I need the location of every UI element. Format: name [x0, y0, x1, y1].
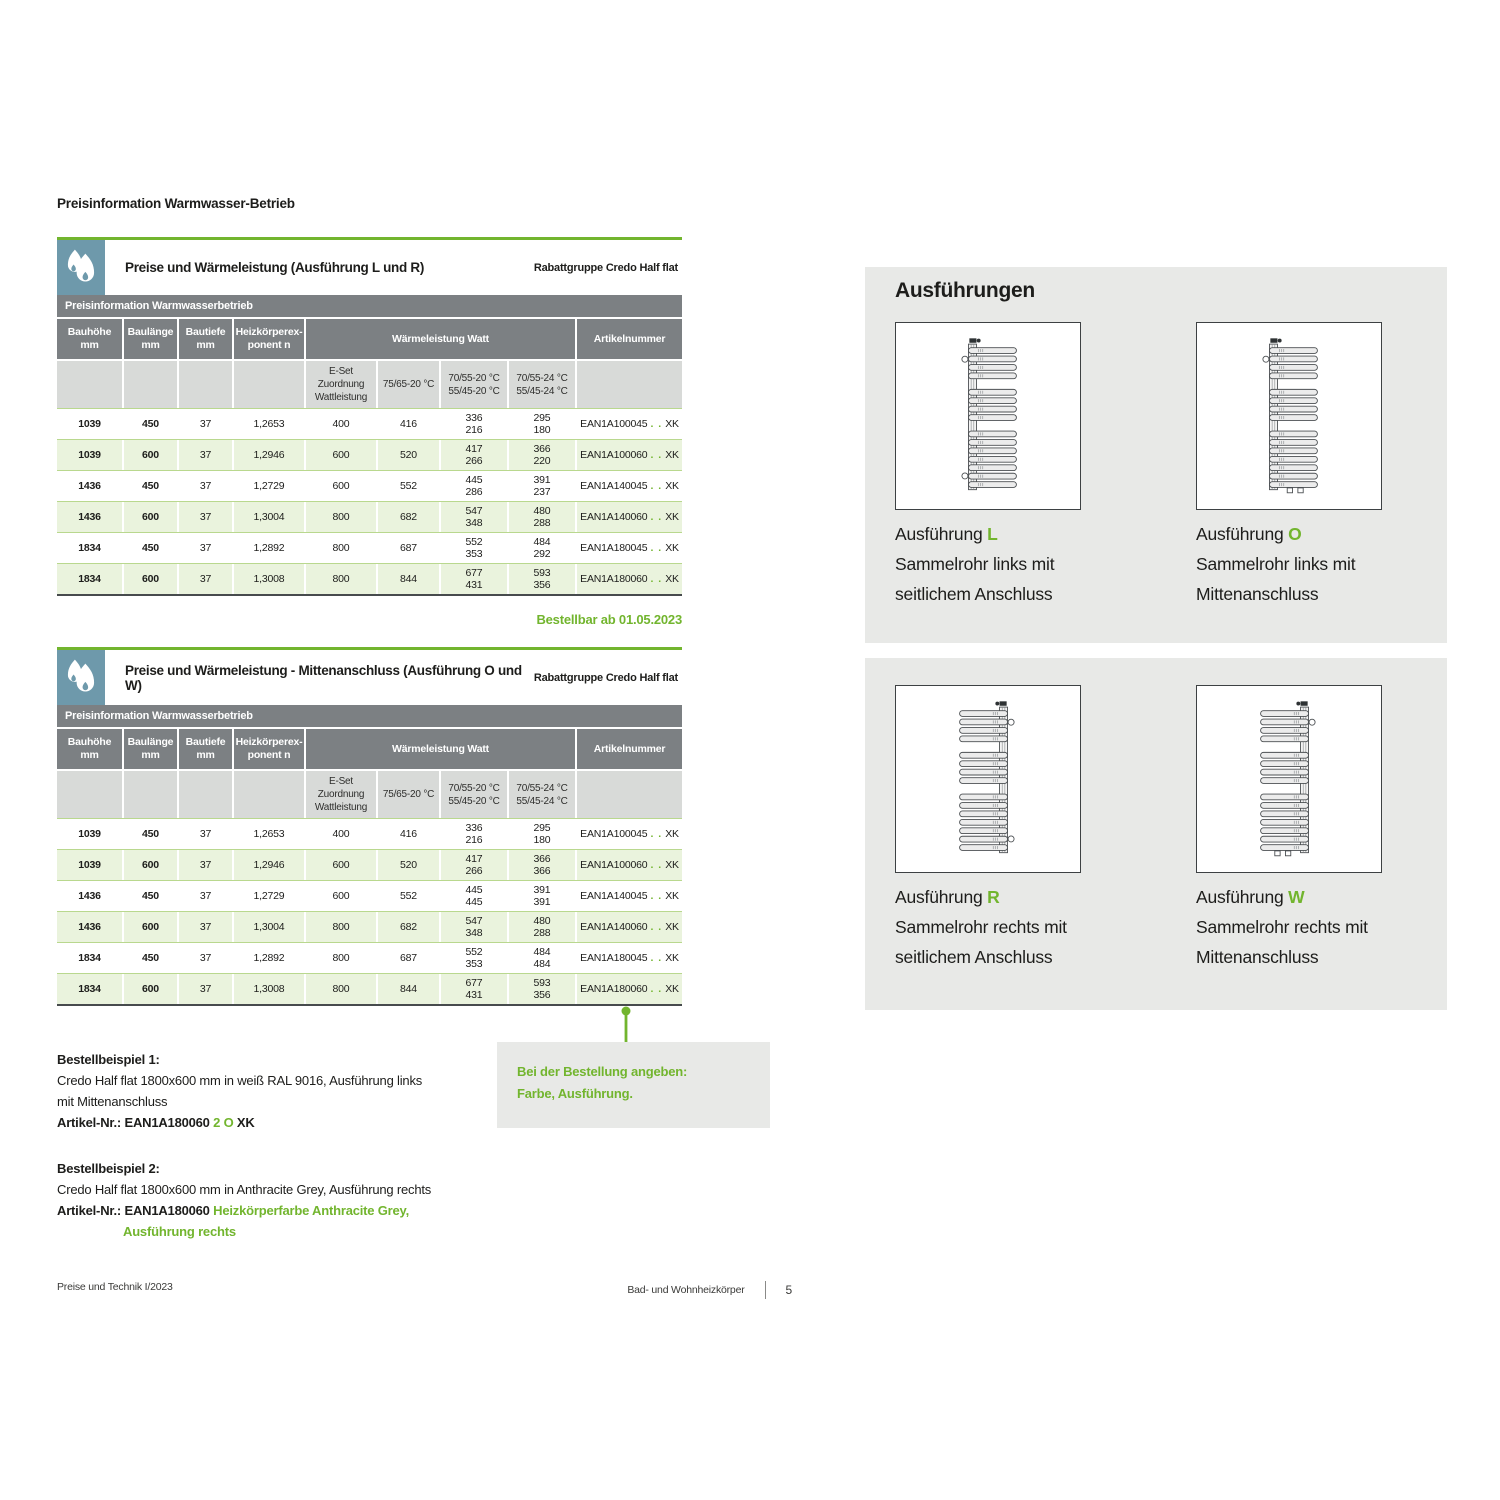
column-header: Baulänge mm — [124, 729, 177, 769]
table-row — [57, 532, 682, 563]
cell-bauhoehe: 1039 — [57, 440, 122, 470]
example-artikel: Artikel-Nr.: EAN1A180060 2 O XK — [57, 1115, 255, 1130]
sub-header-row — [57, 771, 682, 818]
version-desc: Mittenanschluss — [1196, 947, 1319, 967]
cell-artikelnummer: EAN1A140045 . . XK — [577, 881, 682, 911]
cell-7565: 416 — [378, 409, 439, 439]
table-row — [57, 563, 682, 594]
version-card-l — [895, 322, 1145, 609]
version-code: L — [987, 524, 998, 544]
example-heading: Bestellbeispiel 2: — [57, 1161, 160, 1176]
column-header-row — [57, 729, 682, 769]
sub-header-empty — [234, 771, 304, 818]
footer-divider — [765, 1281, 766, 1299]
radiator-diagram-o — [1247, 337, 1331, 495]
cell-7055-24: 295 180 — [509, 409, 575, 439]
cell-exponent: 1,2729 — [234, 471, 304, 501]
version-card-w — [1196, 685, 1446, 972]
cell-bautiefe: 37 — [179, 943, 232, 973]
cell-baulaenge: 600 — [124, 502, 177, 532]
cell-7055-24: 366 366 — [509, 850, 575, 880]
cell-bautiefe: 37 — [179, 533, 232, 563]
cell-bautiefe: 37 — [179, 850, 232, 880]
cell-bauhoehe: 1834 — [57, 943, 122, 973]
cell-bautiefe: 37 — [179, 881, 232, 911]
version-diagram-box — [895, 685, 1081, 873]
cell-7565: 844 — [378, 974, 439, 1004]
cell-baulaenge: 450 — [124, 471, 177, 501]
versions-heading: Ausführungen — [895, 279, 1035, 302]
example-line: Credo Half flat 1800x600 mm in Anthracite Grey, Ausführung rechts — [57, 1182, 432, 1197]
column-header-watt: Wärmeleistung Watt — [306, 729, 575, 769]
sub-header: E-Set Zuordnung Wattleistung — [306, 771, 376, 818]
cell-7565: 552 — [378, 471, 439, 501]
version-name: Ausführung R — [895, 887, 1000, 907]
cell-exponent: 1,3004 — [234, 502, 304, 532]
callout-arrow — [619, 1006, 633, 1044]
sub-header-empty — [577, 771, 682, 818]
cell-baulaenge: 600 — [124, 974, 177, 1004]
cell-7055-20: 445 445 — [441, 881, 507, 911]
cell-eset: 800 — [306, 502, 376, 532]
cell-7055-24: 480 288 — [509, 502, 575, 532]
cell-eset: 600 — [306, 881, 376, 911]
version-label — [1196, 882, 1446, 972]
cell-7055-20: 547 348 — [441, 912, 507, 942]
cell-7565: 682 — [378, 912, 439, 942]
cell-bauhoehe: 1834 — [57, 533, 122, 563]
cell-bautiefe: 37 — [179, 409, 232, 439]
inner-bar-label: Preisinformation Warmwasserbetrieb — [57, 705, 682, 727]
page-number: 5 — [785, 1283, 792, 1297]
cell-baulaenge: 600 — [124, 912, 177, 942]
sub-header: 70/55-24 °C 55/45-24 °C — [509, 771, 575, 818]
cell-7055-20: 677 431 — [441, 974, 507, 1004]
sub-header-empty — [234, 361, 304, 408]
version-diagram-box — [895, 322, 1081, 510]
cell-7565: 416 — [378, 819, 439, 849]
table-row — [57, 818, 682, 849]
version-name: Ausführung L — [895, 524, 998, 544]
table-row — [57, 439, 682, 470]
example-artikel-line2: Ausführung rechts — [123, 1224, 236, 1239]
versions-panel-bottom — [865, 658, 1447, 1010]
sub-header-empty — [179, 771, 232, 818]
cell-exponent: 1,3008 — [234, 974, 304, 1004]
order-availability-note: Bestellbar ab 01.05.2023 — [536, 612, 682, 627]
price-table-ow — [57, 647, 682, 1006]
cell-7055-20: 677 431 — [441, 564, 507, 594]
cell-7565: 682 — [378, 502, 439, 532]
table-row — [57, 470, 682, 501]
version-label — [895, 882, 1145, 972]
cell-baulaenge: 450 — [124, 533, 177, 563]
cell-bautiefe: 37 — [179, 564, 232, 594]
cell-bautiefe: 37 — [179, 440, 232, 470]
page-title: Preisinformation Warmwasser-Betrieb — [57, 196, 295, 211]
sub-header-empty — [57, 771, 122, 818]
cell-eset: 600 — [306, 850, 376, 880]
cell-7565: 520 — [378, 850, 439, 880]
version-name: Ausführung O — [1196, 524, 1302, 544]
cell-7055-20: 336 216 — [441, 409, 507, 439]
column-header: Bauhöhe mm — [57, 319, 122, 359]
version-name: Ausführung W — [1196, 887, 1305, 907]
sub-header-empty — [179, 361, 232, 408]
sub-header: 75/65-20 °C — [378, 771, 439, 818]
table-title: Preise und Wärmeleistung (Ausführung L und R) — [125, 260, 425, 275]
cell-eset: 800 — [306, 564, 376, 594]
cell-bautiefe: 37 — [179, 912, 232, 942]
rebate-group-label: Rabattgruppe Credo Half flat — [533, 261, 678, 274]
cell-bauhoehe: 1039 — [57, 850, 122, 880]
version-code: O — [1288, 524, 1302, 544]
cell-7055-20: 552 353 — [441, 943, 507, 973]
cell-7565: 687 — [378, 943, 439, 973]
radiator-diagram-w — [1247, 700, 1331, 858]
version-desc: Sammelrohr links mit — [1196, 554, 1356, 574]
cell-eset: 600 — [306, 440, 376, 470]
cell-exponent: 1,2946 — [234, 440, 304, 470]
order-example-1 — [57, 1049, 517, 1133]
cell-artikelnummer: EAN1A100045 . . XK — [577, 409, 682, 439]
example-line: mit Mittenanschluss — [57, 1094, 168, 1109]
column-header-artikel: Artikelnummer — [577, 319, 682, 359]
cell-exponent: 1,2892 — [234, 533, 304, 563]
rebate-group-label: Rabattgruppe Credo Half flat — [533, 671, 678, 684]
cell-eset: 800 — [306, 912, 376, 942]
cell-artikelnummer: EAN1A180060 . . XK — [577, 564, 682, 594]
cell-baulaenge: 450 — [124, 819, 177, 849]
water-drops-icon — [57, 650, 105, 705]
cell-7055-24: 295 180 — [509, 819, 575, 849]
cell-bauhoehe: 1039 — [57, 819, 122, 849]
footer-right: Bad- und Wohnheizkörper — [627, 1284, 745, 1296]
example-line: Credo Half flat 1800x600 mm in weiß RAL 9016, Ausführung links — [57, 1073, 423, 1088]
version-desc: Sammelrohr links mit — [895, 554, 1055, 574]
cell-artikelnummer: EAN1A140060 . . XK — [577, 502, 682, 532]
table-row — [57, 849, 682, 880]
cell-bauhoehe: 1436 — [57, 502, 122, 532]
page-footer — [57, 1281, 792, 1299]
inner-bar-label: Preisinformation Warmwasserbetrieb — [57, 295, 682, 317]
callout-line: Farbe, Ausführung. — [517, 1086, 633, 1101]
version-diagram-box — [1196, 685, 1382, 873]
version-label — [895, 519, 1145, 609]
version-desc: seitlichem Anschluss — [895, 584, 1053, 604]
cell-eset: 800 — [306, 533, 376, 563]
column-header: Bautiefe mm — [179, 319, 232, 359]
table-row — [57, 942, 682, 973]
cell-7055-24: 391 391 — [509, 881, 575, 911]
cell-7565: 552 — [378, 881, 439, 911]
table-row — [57, 880, 682, 911]
cell-bauhoehe: 1834 — [57, 564, 122, 594]
cell-artikelnummer: EAN1A100060 . . XK — [577, 440, 682, 470]
column-header: Bautiefe mm — [179, 729, 232, 769]
sub-header: 70/55-24 °C 55/45-24 °C — [509, 361, 575, 408]
cell-7055-24: 484 292 — [509, 533, 575, 563]
cell-7565: 687 — [378, 533, 439, 563]
table-row — [57, 501, 682, 532]
table-row — [57, 973, 682, 1004]
column-header-row — [57, 319, 682, 359]
cell-7055-20: 417 266 — [441, 440, 507, 470]
cell-7055-24: 484 484 — [509, 943, 575, 973]
version-desc: seitlichem Anschluss — [895, 947, 1053, 967]
water-drops-icon — [57, 240, 105, 295]
cell-bauhoehe: 1039 — [57, 409, 122, 439]
footer-left: Preise und Technik I/2023 — [57, 1281, 173, 1293]
cell-exponent: 1,3004 — [234, 912, 304, 942]
sub-header: E-Set Zuordnung Wattleistung — [306, 361, 376, 408]
cell-bauhoehe: 1436 — [57, 471, 122, 501]
column-header: Baulänge mm — [124, 319, 177, 359]
price-table-lr — [57, 237, 682, 596]
cell-exponent: 1,2653 — [234, 409, 304, 439]
cell-7055-20: 445 286 — [441, 471, 507, 501]
cell-exponent: 1,2729 — [234, 881, 304, 911]
cell-artikelnummer: EAN1A140060 . . XK — [577, 912, 682, 942]
version-card-o — [1196, 322, 1446, 609]
sub-header-empty — [57, 361, 122, 408]
column-header-artikel: Artikelnummer — [577, 729, 682, 769]
versions-panel-top — [865, 267, 1447, 643]
sub-header-empty — [577, 361, 682, 408]
cell-baulaenge: 600 — [124, 850, 177, 880]
cell-artikelnummer: EAN1A100060 . . XK — [577, 850, 682, 880]
cell-baulaenge: 600 — [124, 564, 177, 594]
table-row — [57, 408, 682, 439]
cell-7565: 844 — [378, 564, 439, 594]
version-card-r — [895, 685, 1145, 972]
radiator-diagram-r — [946, 700, 1030, 858]
version-code: R — [987, 887, 1000, 907]
cell-7055-24: 391 237 — [509, 471, 575, 501]
cell-7055-20: 417 266 — [441, 850, 507, 880]
column-header: Heizkörperex- ponent n — [234, 319, 304, 359]
cell-artikelnummer: EAN1A180045 . . XK — [577, 943, 682, 973]
cell-eset: 800 — [306, 974, 376, 1004]
cell-bauhoehe: 1834 — [57, 974, 122, 1004]
table-body — [57, 818, 682, 1006]
cell-bautiefe: 37 — [179, 974, 232, 1004]
cell-exponent: 1,2892 — [234, 943, 304, 973]
cell-7055-24: 593 356 — [509, 974, 575, 1004]
sub-header-empty — [124, 771, 177, 818]
cell-artikelnummer: EAN1A180060 . . XK — [577, 974, 682, 1004]
cell-7055-24: 593 356 — [509, 564, 575, 594]
version-desc: Sammelrohr rechts mit — [1196, 917, 1368, 937]
cell-artikelnummer: EAN1A140045 . . XK — [577, 471, 682, 501]
radiator-diagram-l — [946, 337, 1030, 495]
version-desc: Sammelrohr rechts mit — [895, 917, 1067, 937]
sub-header: 75/65-20 °C — [378, 361, 439, 408]
cell-bautiefe: 37 — [179, 819, 232, 849]
version-code: W — [1288, 887, 1305, 907]
cell-baulaenge: 450 — [124, 881, 177, 911]
cell-eset: 400 — [306, 819, 376, 849]
cell-7055-20: 552 353 — [441, 533, 507, 563]
cell-bautiefe: 37 — [179, 502, 232, 532]
sub-header-empty — [124, 361, 177, 408]
version-label — [1196, 519, 1446, 609]
cell-exponent: 1,2653 — [234, 819, 304, 849]
cell-baulaenge: 600 — [124, 440, 177, 470]
example-heading: Bestellbeispiel 1: — [57, 1052, 160, 1067]
cell-7565: 520 — [378, 440, 439, 470]
cell-bauhoehe: 1436 — [57, 881, 122, 911]
table-title: Preise und Wärmeleistung - Mittenanschluss (Ausführung O und W) — [125, 662, 522, 693]
table-title-bar — [57, 650, 682, 705]
order-callout — [497, 1042, 770, 1128]
cell-artikelnummer: EAN1A100045 . . XK — [577, 819, 682, 849]
cell-eset: 400 — [306, 409, 376, 439]
version-diagram-box — [1196, 322, 1382, 510]
cell-bauhoehe: 1436 — [57, 912, 122, 942]
order-example-2 — [57, 1158, 517, 1242]
cell-7055-20: 336 216 — [441, 819, 507, 849]
version-desc: Mittenanschluss — [1196, 584, 1319, 604]
column-header: Heizkörperex- ponent n — [234, 729, 304, 769]
cell-7055-24: 480 288 — [509, 912, 575, 942]
cell-eset: 800 — [306, 943, 376, 973]
column-header: Bauhöhe mm — [57, 729, 122, 769]
cell-exponent: 1,2946 — [234, 850, 304, 880]
cell-exponent: 1,3008 — [234, 564, 304, 594]
sub-header-row — [57, 361, 682, 408]
table-row — [57, 911, 682, 942]
table-body — [57, 408, 682, 596]
cell-eset: 600 — [306, 471, 376, 501]
cell-artikelnummer: EAN1A180045 . . XK — [577, 533, 682, 563]
cell-baulaenge: 450 — [124, 943, 177, 973]
sub-header: 70/55-20 °C 55/45-20 °C — [441, 771, 507, 818]
example-artikel: Artikel-Nr.: EAN1A180060 Heizkörperfarbe Anthracite Grey, — [57, 1203, 410, 1218]
cell-bautiefe: 37 — [179, 471, 232, 501]
column-header-watt: Wärmeleistung Watt — [306, 319, 575, 359]
callout-line: Bei der Bestellung angeben: — [517, 1064, 688, 1079]
cell-7055-20: 547 348 — [441, 502, 507, 532]
sub-header: 70/55-20 °C 55/45-20 °C — [441, 361, 507, 408]
table-title-bar — [57, 240, 682, 295]
cell-baulaenge: 450 — [124, 409, 177, 439]
cell-7055-24: 366 220 — [509, 440, 575, 470]
